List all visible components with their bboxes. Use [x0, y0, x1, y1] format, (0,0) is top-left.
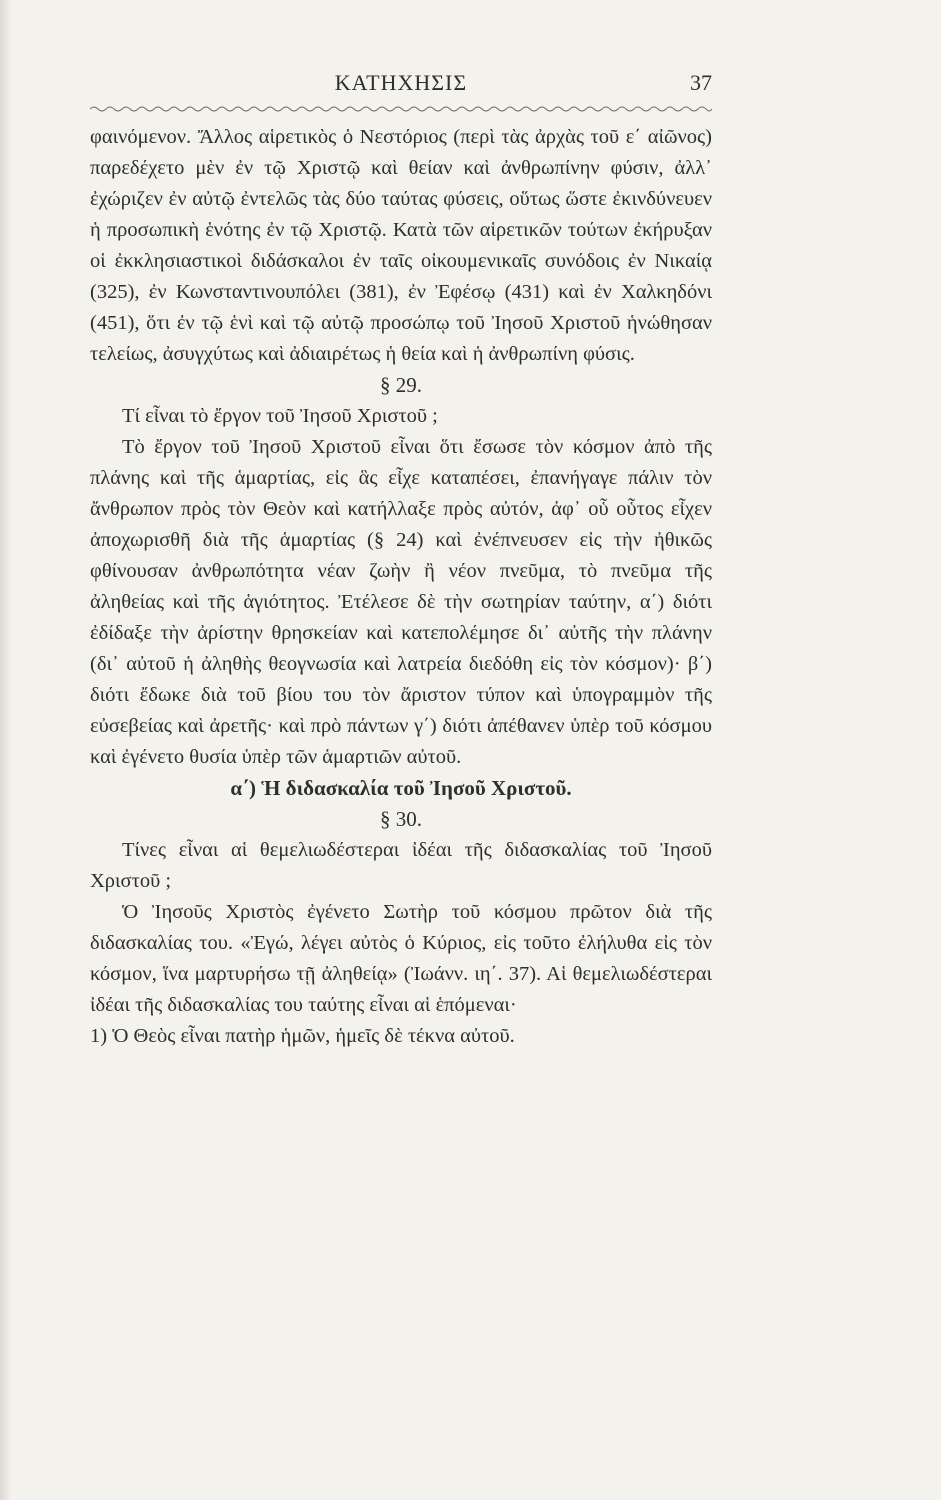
answer-29: Τὸ ἔργον τοῦ Ἰησοῦ Χριστοῦ εἶναι ὅτι ἔσωσε τὸν κόσμον ἀπὸ τῆς πλάνης καὶ τῆς ἁμαρτίας, εἰς ἃς εἶχε καταπέσει, ἐπανήγαγε πάλιν τὸν ἄνθρωπον πρὸς τὸν Θεὸν καὶ κατήλλαξε πρὸς αὐτόν, ἀφ᾽ οὗ οὗτος εἶχεν ἀποχωρισθῆ διὰ τῆς ἁμαρτίας (§ 24) καὶ ἐνέπνευσεν εἰς τὴν ἠθικῶς φθίνουσαν ἀνθρωπότητα νέαν ζωὴν ἢ νέον πνεῦμα, τὸ πνεῦμα τῆς ἀληθείας καὶ τῆς ἁγιότητος. Ἐτέλεσε δὲ τὴν σωτηρίαν ταύτην, α΄) διότι ἐδίδαξε τὴν ἀρίστην θρησκείαν καὶ κατεπολέμησε δι᾽ αὐτῆς τὴν πλάνην (δι᾽ αὐτοῦ ἡ ἀληθὴς θεογνωσία καὶ λατρεία διεδόθη εἰς τὸν κόσμον)· β΄) διότι ἔδωκε διὰ τοῦ βίου του τὸν ἄριστον τύπον καὶ ὑπογραμμὸν τῆς εὐσεβείας καὶ ἀρετῆς· καὶ πρὸ πάντων γ΄) διότι ἀπέθανεν ὑπὲρ τοῦ κόσμου καὶ ἐγένετο θυσία ὑπὲρ τῶν ἁμαρτιῶν αὐτοῦ. — [90, 436, 712, 768]
answer-30: Ὁ Ἰησοῦς Χριστὸς ἐγένετο Σωτὴρ τοῦ κόσμου πρῶτον διὰ τῆς διδασκαλίας του. «Ἐγώ, λέγει αὐτὸς ὁ Κύριος, εἰς τοῦτο ἐλήλυθα εἰς τὸν κόσμον, ἵνα μαρτυρήσω τῇ ἀληθείᾳ» (Ἰωάνν. ιη΄. 37). Αἱ θεμελιωδέστεραι ἰδέαι τῆς διδασκαλίας του ταύτης εἶναι αἱ ἑπόμεναι· — [90, 901, 712, 1016]
section-number-29: § 29. — [380, 373, 422, 397]
paragraph-nestorius: φαινόμενον. Ἄλλος αἱρετικὸς ὁ Νεστόριος (περὶ τὰς ἀρχὰς τοῦ ε΄ αἰῶνος) παρεδέχετο μὲν ἐν τῷ Χριστῷ καὶ θείαν καὶ ἀνθρωπίνην φύσιν, ἀλλ᾽ ἐχώριζεν ἐν αὐτῷ ἐντελῶς τὰς δύο ταύτας φύσεις, οὕτως ὥστε ἐκινδύνευεν ἡ προσωπικὴ ἑνότης ἐν τῷ Χριστῷ. Κατὰ τῶν αἱρετικῶν τούτων ἐκήρυξαν οἱ ἐκκλησιαστικοὶ διδάσκαλοι ἐν ταῖς οἰκουμενικαῖς συνόδοις ἐν Νικαίᾳ (325), ἐν Κωνσταντινουπόλει (381), ἐν Ἐφέσῳ (431) καὶ ἐν Χαλκηδόνι (451), ὅτι ἐν τῷ ἑνὶ καὶ τῷ αὐτῷ προσώπῳ τοῦ Ἰησοῦ Χριστοῦ ἡνώθησαν τελείως, ἀσυγχύτως καὶ ἀδιαιρέτως ἡ θεία καὶ ἡ ἀνθρωπίνη φύσις. — [90, 126, 712, 365]
subheading-teaching: α΄) Ἡ διδασκαλία τοῦ Ἰησοῦ Χριστοῦ. — [230, 776, 572, 800]
running-title: ΚΑΤΗΧΗΣΙΣ — [334, 70, 468, 95]
question-29: Τί εἶναι τὸ ἔργον τοῦ Ἰησοῦ Χριστοῦ ; — [122, 405, 438, 427]
question-30: Τίνες εἶναι αἱ θεμελιωδέστεραι ἰδέαι τῆς διδασκαλίας τοῦ Ἰησοῦ Χριστοῦ ; — [90, 839, 712, 892]
page-header — [90, 70, 712, 104]
page-number: 37 — [690, 70, 712, 95]
page-edge-shadow — [0, 0, 12, 1500]
page-text-block — [90, 122, 712, 1052]
list-item-1: 1) Ὁ Θεὸς εἶναι πατὴρ ἡμῶν, ἡμεῖς δὲ τέκνα αὐτοῦ. — [90, 1025, 515, 1047]
wavy-rule-divider — [90, 104, 712, 114]
section-number-30: § 30. — [380, 807, 422, 831]
